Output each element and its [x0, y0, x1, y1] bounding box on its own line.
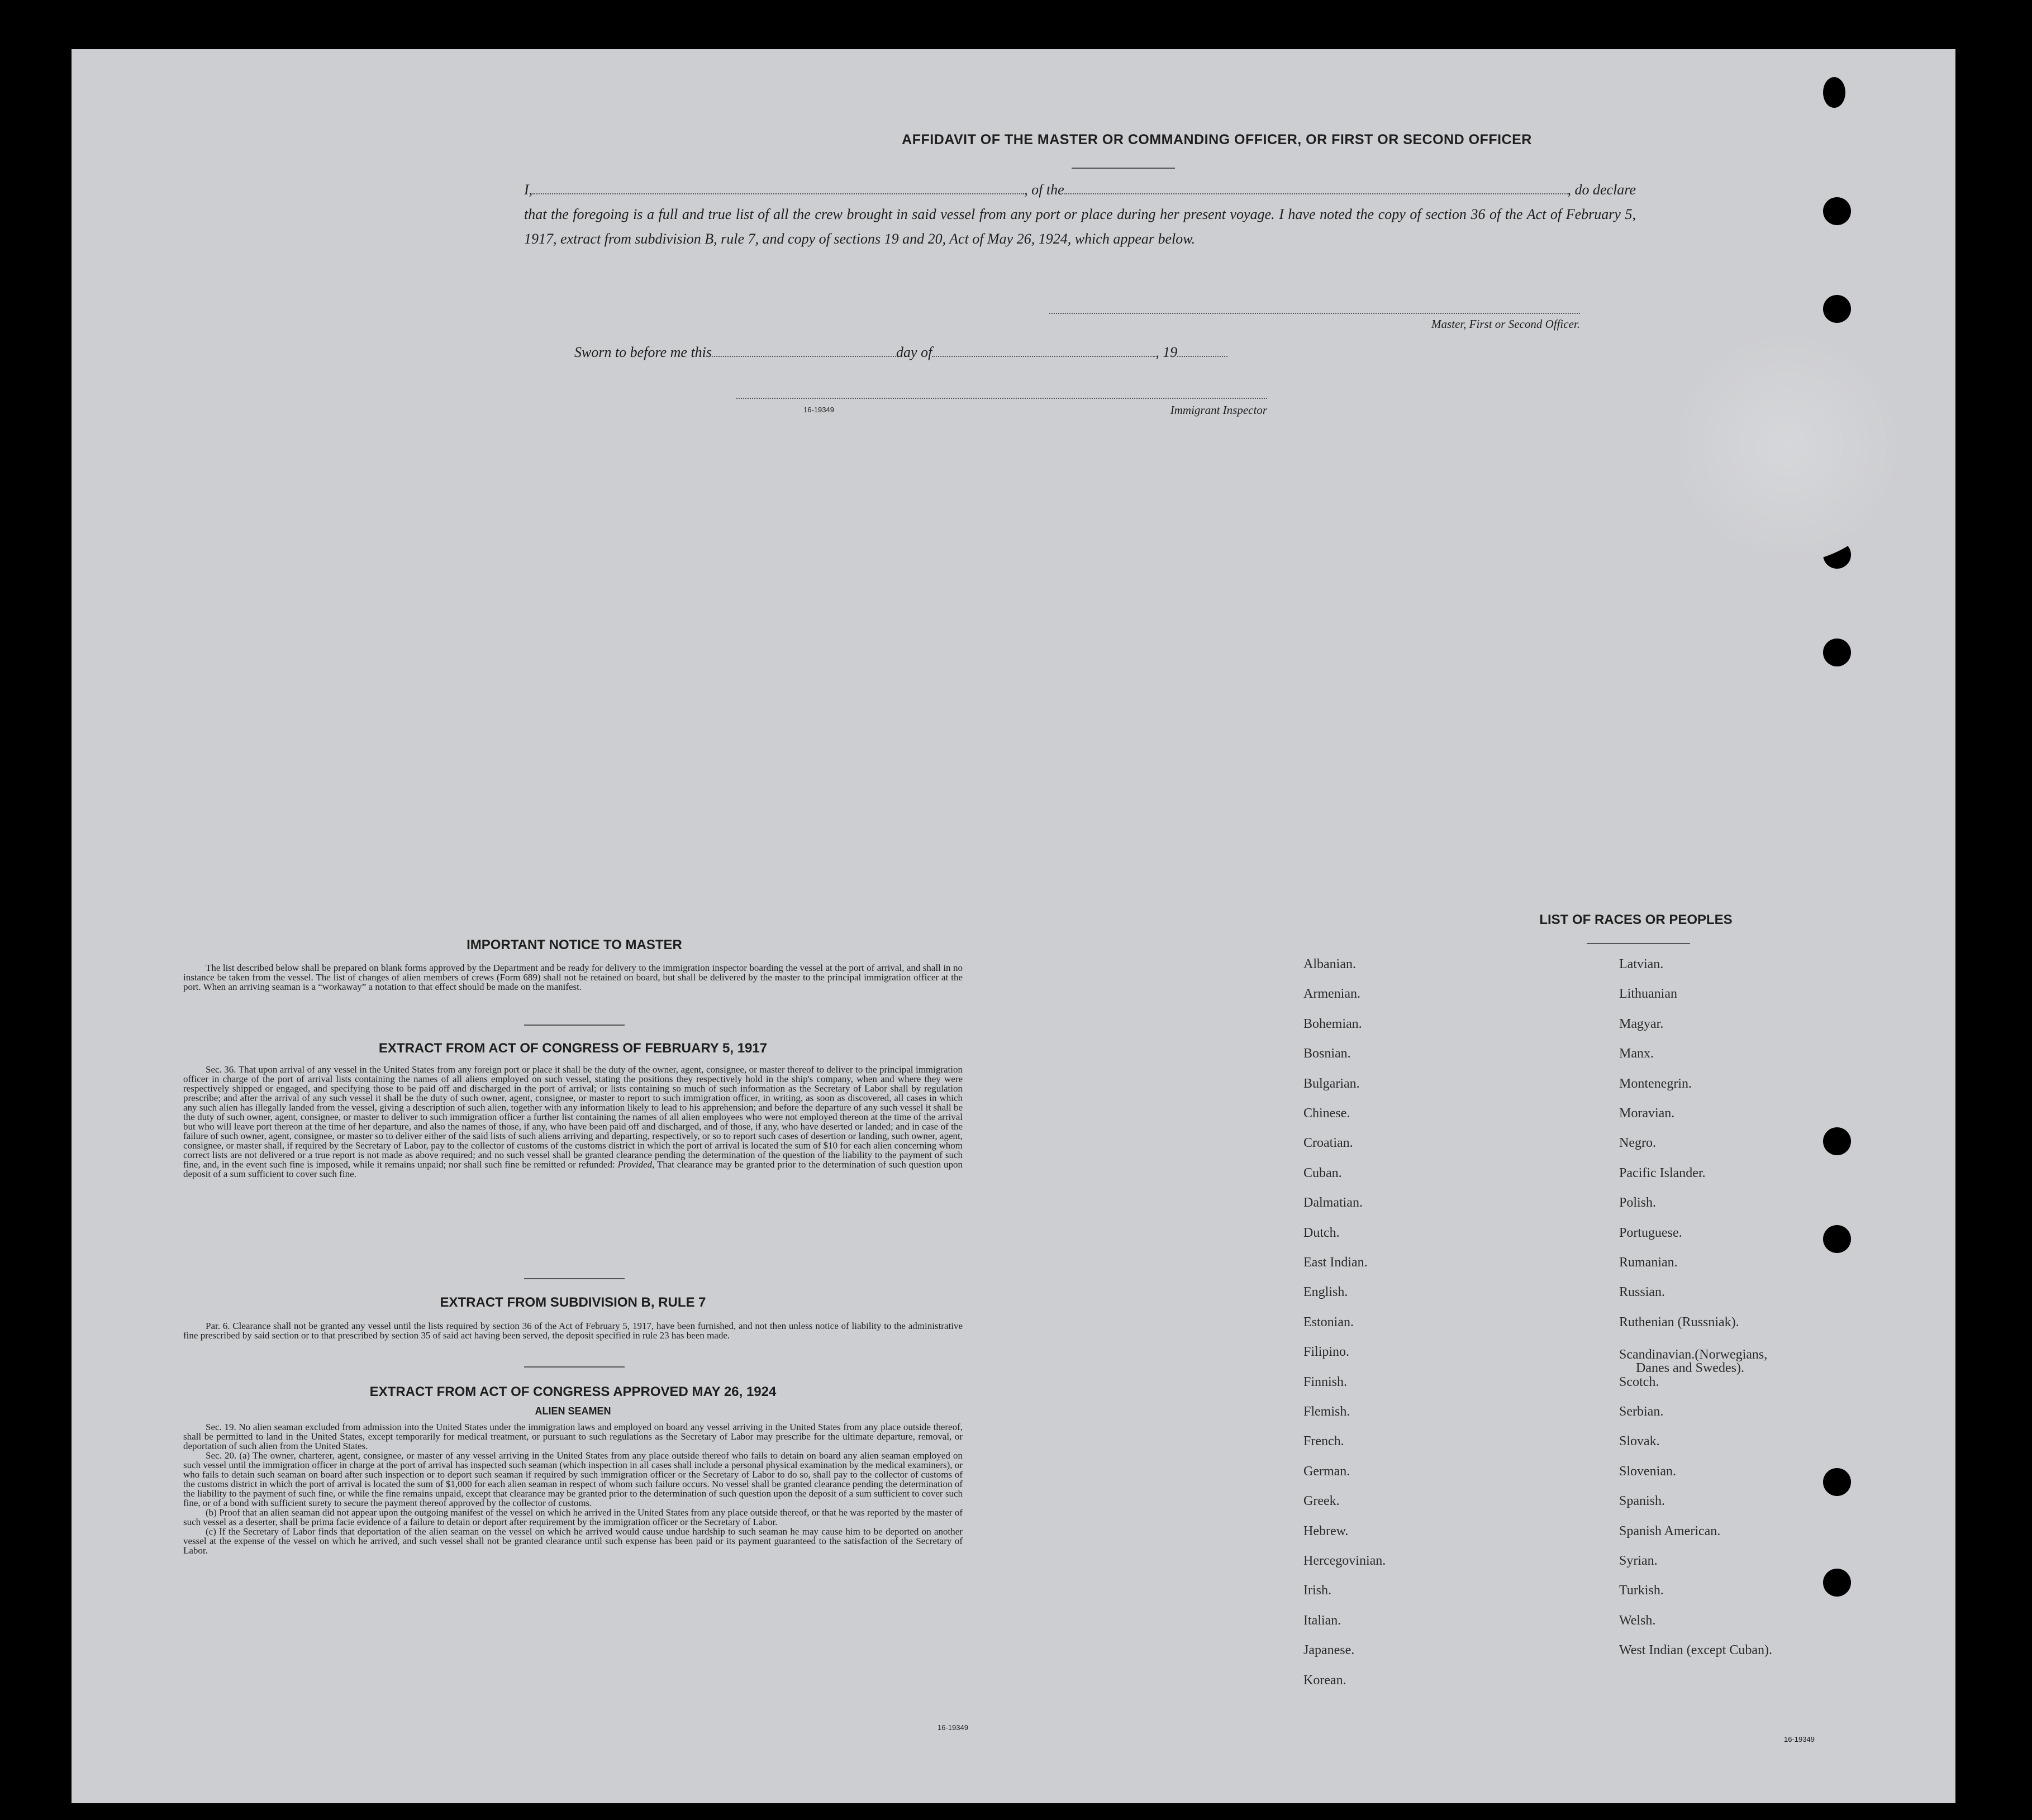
race-item: Serbian.: [1619, 1404, 1664, 1419]
proviso-text: That clearance may be granted prior to the determination of such question upon deposit of a sum sufficient to cover such fine.: [183, 1159, 963, 1179]
vessel-prefix: , of the: [1024, 182, 1064, 198]
races-title: LIST OF RACES OR PEOPLES: [1539, 912, 1733, 927]
form-number-bottom: 16-19349: [938, 1723, 968, 1732]
inspector-signature-field[interactable]: [736, 397, 1267, 399]
sec20b-text: (b) Proof that an alien seaman did not appear upon the outgoing manifest of the vessel on which he arrived in the United States from any place outside thereof, or that he was reported by the master of such vessel as a deserter, shall be prima facie evidence of a failure to detain or deport after requirement by the immigration officer or the Secretary of Labor.: [183, 1507, 963, 1527]
race-item: Korean.: [1303, 1673, 1346, 1688]
race-item: Syrian.: [1619, 1554, 1658, 1568]
sec36-text: Sec. 36. That upon arrival of any vessel in the United States from any foreign port or place it shall be the duty of the owner, agent, consignee, or master thereof to deliver to the principal immigration officer in charge of the port of arrival lists containing the names of all aliens employed on such vessel, stating the positions they respectively hold in the ship's company, when and where they were respectively shipped or engaged, and specifying those to be paid off and discharged in the port of arrival; or lists containing so much of such information as the Secretary of Labor shall by regulation prescribe; and after the arrival of any such vessel it shall be the duty of such owner, agent, consignee, or master to report to such immigration officer, in writing, as soon as discovered, all cases in which any such alien has illegally landed from the vessel, giving a description of such alien, together with any information likely to lead to his apprehension; and before the departure of any such vessel it shall be the duty of such owner, agent, consignee, or master to deliver to such immigration officer a further list containing the names of all alien employees who were not employed thereon at the time of the arrival but who will leave port thereon at the time of her departure, and also the names of those, if any, who have been paid off and discharged, and of those, if any, who have deserted or landed; and in case of the failure of such owner, agent, consignee, or master so to deliver either of the said lists of such aliens arriving and departing, respectively, or so to report such cases of desertion or landing, such owner, agent, consignee, or master shall, if required by the Secretary of Labor, pay to the collector of customs of the customs district in which the port of arrival is located the sum of $10 for each alien concerning whom correct lists are not delivered or a true report is not made as above required; and no such vessel shall be granted clearance pending the determination of the question of the liability to the payment of such fine, and, in the event such fine is imposed, while it remains unpaid; nor shall such fine be remitted or refunded:: [183, 1064, 963, 1170]
race-item: Estonian.: [1303, 1314, 1354, 1330]
race-item: Portuguese.: [1619, 1225, 1682, 1240]
sworn-label: Sworn to before me this: [574, 344, 712, 360]
alien-seamen-subtitle: ALIEN SEAMEN: [535, 1406, 611, 1417]
vessel-name-field[interactable]: [1064, 179, 1568, 194]
extract-1917-text: [183, 1065, 963, 1179]
inspector-label: Immigrant Inspector: [1170, 403, 1267, 417]
extract-1917-title: EXTRACT FROM ACT OF CONGRESS OF FEBRUARY 5, 1917: [378, 1041, 768, 1056]
race-item: Hebrew.: [1303, 1523, 1349, 1538]
race-item: Manx.: [1619, 1046, 1654, 1061]
race-item: Magyar.: [1619, 1016, 1664, 1031]
section-divider: [524, 1366, 625, 1368]
race-item: Spanish.: [1619, 1494, 1665, 1509]
race-item: Rumanian.: [1619, 1255, 1678, 1270]
sworn-line: [574, 342, 1357, 361]
punch-hole: [1823, 77, 1845, 108]
race-item: Croatian.: [1303, 1136, 1353, 1151]
sworn-year-field[interactable]: [1177, 342, 1227, 357]
sworn-month-field[interactable]: [932, 342, 1155, 357]
race-item: Dutch.: [1303, 1225, 1340, 1240]
sec20a-text: Sec. 20. (a) The owner, charterer, agent, consignee, or master of any vessel arriving in the United States from any place outside thereof who fails to detain on board any alien seaman employed on such vessel until the immigration officer in charge at the port of arrival has inspected such seaman (which inspection in all cases shall include a personal physical examination by the medical examiners), or who fails to detain such seaman on board after such inspection or to deport such seaman if required by such immigration officer or the Secretary of Labor to do so, shall pay to the collector of customs of the customs district in which the port of arrival is located the sum of $1,000 for each alien seaman in respect of whom such failure occurs. No vessel shall be granted clearance pending the determination of the liability to the payment of such fine, or while the fine remains unpaid, except that clearance may be granted prior to the determination of such question upon the deposit of a sum sufficient to cover such fine, or of a bond with sufficient surety to secure the payment thereof approved by the collector of customs.: [183, 1450, 963, 1508]
race-item: Latvian.: [1619, 957, 1664, 971]
day-of-label: day of: [896, 344, 932, 360]
race-item: Dalmatian.: [1303, 1195, 1363, 1211]
race-item: Turkish.: [1619, 1583, 1664, 1598]
punch-hole: [1823, 1468, 1851, 1496]
race-item: English.: [1303, 1285, 1348, 1300]
section-divider: [524, 1025, 625, 1026]
race-item: Moravian.: [1619, 1106, 1675, 1121]
race-item: Pacific Islander.: [1619, 1165, 1706, 1180]
race-item: Armenian.: [1303, 987, 1360, 1002]
race-item: Danes and Swedes).: [1636, 1361, 1744, 1376]
race-item: Scotch.: [1619, 1374, 1659, 1389]
race-item: Filipino.: [1303, 1345, 1350, 1360]
race-item: Russian.: [1619, 1285, 1665, 1300]
race-item: East Indian.: [1303, 1255, 1368, 1270]
punch-hole: [1823, 197, 1851, 225]
affidavit-body: [524, 178, 1636, 251]
extract-1924-title: EXTRACT FROM ACT OF CONGRESS APPROVED MAY 26, 1924: [369, 1384, 777, 1399]
race-item: French.: [1303, 1434, 1344, 1449]
sec20c-text: (c) If the Secretary of Labor finds that deportation of the alien seaman on the vessel on which he arrived would cause undue hardship to such seaman he may cause him to be deported on another vessel at the expense of the vessel on which he arrived, and such vessel shall not be granted clearance until such expense has been paid or its payment guaranteed to the satisfaction of the Secretary of Labor.: [183, 1526, 963, 1556]
race-item: Lithuanian: [1619, 987, 1677, 1002]
punch-hole: [1823, 1569, 1851, 1597]
year-prefix: , 19: [1155, 344, 1178, 360]
race-item: Bosnian.: [1303, 1046, 1351, 1061]
race-item: Japanese.: [1303, 1643, 1355, 1658]
declarant-prefix: I,: [524, 182, 533, 198]
race-item: Chinese.: [1303, 1106, 1350, 1121]
master-signature-label: Master, First or Second Officer.: [1431, 317, 1580, 331]
sworn-day-field[interactable]: [712, 342, 896, 357]
embossed-seal: [1669, 328, 1904, 563]
race-item: Welsh.: [1619, 1613, 1656, 1628]
declare-suffix: , do declare: [1567, 182, 1636, 198]
race-item: Hercegovinian.: [1303, 1554, 1386, 1568]
race-item: Slovak.: [1619, 1434, 1660, 1449]
race-item: Flemish.: [1303, 1404, 1350, 1419]
race-item: Montenegrin.: [1619, 1076, 1692, 1091]
form-number: 16-19349: [803, 406, 834, 414]
declaration-text: that the foregoing is a full and true list of all the crew brought in said vessel from any port or place during her present voyage. I have noted the copy of section 36 of the Act of February 5, 1917, extract from subdivision B, rule 7, and copy of sections 19 and 20, Act of May 26, 1924, which appear below.: [524, 206, 1636, 247]
race-item: Ruthenian (Russniak).: [1619, 1314, 1739, 1330]
race-item: Bohemian.: [1303, 1016, 1362, 1031]
race-item: Albanian.: [1303, 957, 1356, 971]
sec19-text: Sec. 19. No alien seaman excluded from admission into the United States under the immigration laws and employed on board any vessel arriving in the United States from any place outside thereof, shall be permitted to land in the United States, except temporarily for medical treatment, or pursuant to such regulations as the Secretary of Labor may prescribe for the ultimate departure, removal, or deportation of such alien from the United States.: [183, 1422, 963, 1451]
races-form-number: 16-19349: [1784, 1735, 1815, 1743]
rule7-title: EXTRACT FROM SUBDIVISION B, RULE 7: [440, 1295, 706, 1310]
notice-title: IMPORTANT NOTICE TO MASTER: [467, 937, 682, 952]
notice-text: The list described below shall be prepared on blank forms approved by the Department and be ready for delivery to the immigration inspector boarding the vessel at the port of arrival, and shall in no instance be taken from the vessel. The list of changes of alien members of crews (Form 689) shall not be retained on board, but shall be delivered by the master to the principal immigration officer at the port. When an arriving seaman is a “workaway” a notation to that effect should be made on the manifest.: [183, 963, 963, 992]
race-item: Irish.: [1303, 1583, 1331, 1598]
race-item: Greek.: [1303, 1494, 1340, 1509]
punch-hole: [1823, 1127, 1851, 1155]
punch-hole: [1823, 1225, 1851, 1253]
proviso-word: Provided,: [617, 1159, 655, 1170]
punch-hole: [1823, 639, 1851, 666]
declarant-name-field[interactable]: [532, 179, 1024, 194]
document-sheet: [72, 49, 1955, 1803]
race-item: Scandinavian.(Norwegians,: [1619, 1347, 1768, 1362]
races-divider: [1587, 943, 1690, 944]
race-item: German.: [1303, 1464, 1350, 1479]
declaration-line: [524, 178, 1636, 202]
punch-hole: [1823, 295, 1851, 323]
title-divider: [1072, 168, 1175, 169]
race-item: Bulgarian.: [1303, 1076, 1360, 1091]
section-divider: [524, 1278, 625, 1279]
extract-1924-body: [183, 1422, 963, 1555]
race-item: Polish.: [1619, 1195, 1657, 1211]
affidavit-title: AFFIDAVIT OF THE MASTER OR COMMANDING OFFICER, OR FIRST OR SECOND OFFICER: [902, 132, 1532, 147]
race-item: Negro.: [1619, 1136, 1656, 1151]
race-item: West Indian (except Cuban).: [1619, 1643, 1772, 1658]
rule7-text: Par. 6. Clearance shall not be granted any vessel until the lists required by section 36 of the Act of February 5, 1917, have been furnished, and not then unless notice of liability to the administrative fine prescribed by said section or to that prescribed by section 35 of said act having been served, the deposit specified in rule 23 has been made.: [183, 1321, 963, 1341]
race-item: Finnish.: [1303, 1374, 1348, 1389]
race-item: Cuban.: [1303, 1165, 1342, 1180]
race-item: Slovenian.: [1619, 1464, 1676, 1479]
race-item: Italian.: [1303, 1613, 1341, 1628]
master-signature-field[interactable]: [1049, 312, 1580, 314]
race-item: Spanish American.: [1619, 1523, 1721, 1538]
